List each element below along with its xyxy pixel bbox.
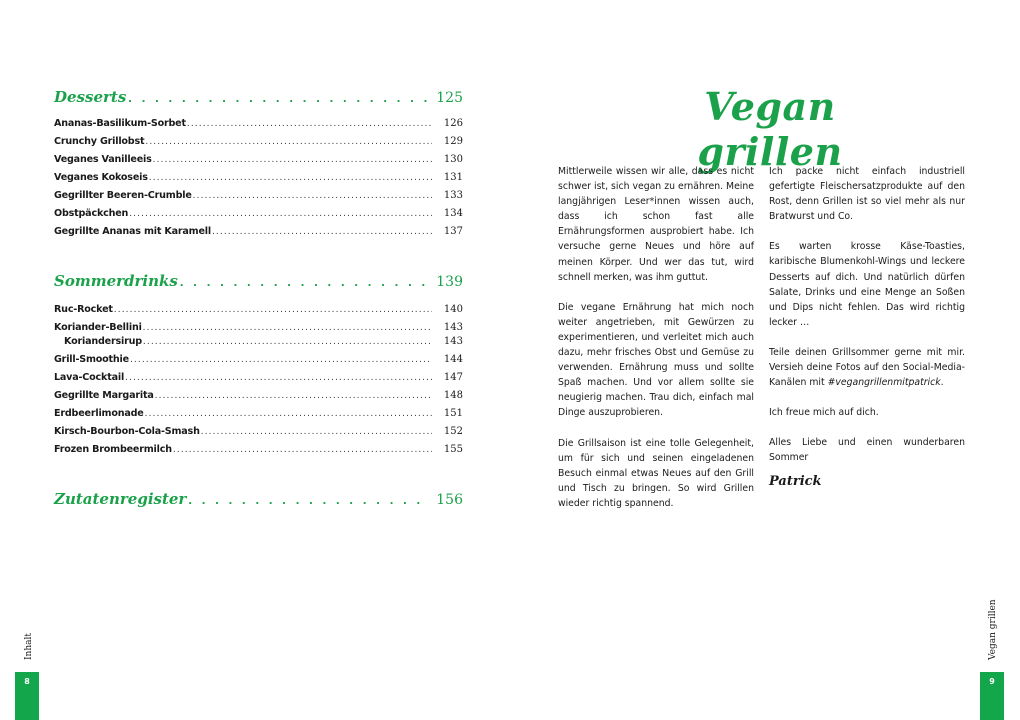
entry-page: 133 <box>443 190 463 201</box>
page-number-tab-right: 9 <box>980 672 1004 720</box>
leader-dots <box>180 274 430 289</box>
leader-dots <box>145 137 432 147</box>
entry-title: Frozen Brombeermilch <box>54 444 172 455</box>
leader-dots <box>188 492 430 507</box>
toc-entry[interactable] <box>54 304 463 318</box>
paragraph-text: Teile deinen Grillsommer gerne mit mir. Versieh deine Fotos auf den Social-Media-Kanälen mit <box>769 346 965 389</box>
toc-entry[interactable] <box>54 390 463 404</box>
leader-dots <box>143 337 432 347</box>
right-page <box>510 0 1020 720</box>
entry-title: Gegrillte Ananas mit Karamell <box>54 226 211 237</box>
leader-dots <box>153 155 432 165</box>
paragraph: Ich packe nicht einfach industriell gefertigte Fleischersatzprodukte auf den Rost, denn Grillen ist so viel mehr als nur Bratwurst und Co. <box>769 166 965 223</box>
toc-entry[interactable] <box>54 172 463 186</box>
toc-subentry[interactable] <box>54 336 463 350</box>
entry-page: 151 <box>443 408 463 419</box>
toc-entry[interactable] <box>54 118 463 132</box>
entry-page: 148 <box>443 390 463 401</box>
entry-title: Gegrillter Beeren-Crumble <box>54 190 192 201</box>
text-column-1 <box>558 164 754 526</box>
toc-entry[interactable] <box>54 426 463 440</box>
toc-section-desserts[interactable] <box>54 88 463 106</box>
leader-dots <box>155 391 432 401</box>
entry-page: 155 <box>443 444 463 455</box>
toc-entry[interactable] <box>54 372 463 386</box>
toc-entry[interactable] <box>54 226 463 240</box>
leader-dots <box>128 90 430 105</box>
entry-title: Gegrillte Margarita <box>54 390 154 401</box>
toc-entry[interactable] <box>54 444 463 458</box>
entry-page: 130 <box>443 154 463 165</box>
entry-title: Grill-Smoothie <box>54 354 129 365</box>
paragraph: Mittlerweile wissen wir alle, dass es nicht schwer ist, sich vegan zu ernähren. Meine langjährigen Leser*innen wissen auch, dass ich schon fast alle Ernährungsformen ausprobiert habe. Ich versuche gerne Neues und höre auf meinen Körper. Und wer das tut, wird schnell merken, was ihm guttut. <box>558 166 754 283</box>
leader-dots <box>149 173 432 183</box>
section-page: 125 <box>436 90 463 106</box>
entry-title: Koriandersirup <box>64 336 142 347</box>
running-head-right: Vegan grillen <box>988 599 998 660</box>
paragraph: Ich freue mich auf dich. <box>769 407 879 419</box>
entry-page: 147 <box>443 372 463 383</box>
toc-entry[interactable] <box>54 154 463 168</box>
toc-entry[interactable] <box>54 208 463 222</box>
entry-page: 126 <box>443 118 463 129</box>
toc-section-sommerdrinks[interactable] <box>54 272 463 290</box>
running-head-left: Inhalt <box>24 632 34 660</box>
toc-entry[interactable] <box>54 408 463 422</box>
toc-entry[interactable] <box>54 190 463 204</box>
toc-section-zutatenregister[interactable] <box>54 490 463 508</box>
entry-page: 134 <box>443 208 463 219</box>
leader-dots <box>187 119 432 129</box>
paragraph <box>769 345 965 390</box>
chapter-title: Vegan grillen <box>697 84 843 174</box>
signature: Patrick <box>769 473 822 489</box>
leader-dots <box>212 227 432 237</box>
entry-title: Ananas-Basilikum-Sorbet <box>54 118 186 129</box>
entry-title: Obstpäckchen <box>54 208 129 219</box>
entry-page: 143 <box>443 336 463 347</box>
paragraph: Die Grillsaison ist eine tolle Gelegenheit, um für sich und seinen eingeladenen Besuch einmal etwas Neues auf den Grill und Tisch zu bringen. So wird Grillen wieder richtig spannend. <box>558 437 754 509</box>
leader-dots <box>129 209 432 219</box>
section-page: 156 <box>436 492 463 508</box>
text-column-2 <box>769 164 965 489</box>
entry-title: Crunchy Grillobst <box>54 136 145 147</box>
entry-page: 131 <box>443 172 463 183</box>
paragraph-text: . <box>940 377 944 389</box>
leader-dots <box>173 445 432 455</box>
entry-title: Veganes Kokoseis <box>54 172 148 183</box>
leader-dots <box>201 427 432 437</box>
entry-page: 137 <box>443 226 463 237</box>
entry-page: 140 <box>443 304 463 315</box>
entry-page: 143 <box>443 322 463 333</box>
entry-page: 152 <box>443 426 463 437</box>
section-title: Zutatenregister <box>54 490 187 508</box>
entry-title: Koriander-Bellini <box>54 322 142 333</box>
entry-page: 144 <box>443 354 463 365</box>
section-title: Desserts <box>54 88 127 106</box>
leader-dots <box>145 409 432 419</box>
page-number-tab-left: 8 <box>15 672 39 720</box>
entry-title: Lava-Cocktail <box>54 372 125 383</box>
toc-entry[interactable] <box>54 354 463 368</box>
paragraph: Alles Liebe und einen wunderbaren Sommer <box>769 437 965 464</box>
entry-title: Veganes Vanilleeis <box>54 154 152 165</box>
entry-title: Kirsch-Bourbon-Cola-Smash <box>54 426 200 437</box>
leader-dots <box>130 355 432 365</box>
paragraph: Es warten krosse Käse-Toasties, karibische Blumenkohl-Wings und leckere Desserts auf dich. Und natürlich dürfen Salate, Drinks und eine Menge an Soßen und Dips nicht fehlen. Das wird richtig lecker … <box>769 241 965 328</box>
entry-title: Erdbeerlimonade <box>54 408 144 419</box>
leader-dots <box>193 191 432 201</box>
leader-dots <box>125 373 432 383</box>
section-title: Sommerdrinks <box>54 272 178 290</box>
entry-title: Ruc-Rocket <box>54 304 113 315</box>
toc-entry[interactable] <box>54 136 463 150</box>
entry-page: 129 <box>443 136 463 147</box>
leader-dots <box>143 323 432 333</box>
leader-dots <box>114 305 432 315</box>
toc-entry[interactable] <box>54 322 463 336</box>
hashtag: #vegangrillenmitpatrick <box>827 377 941 389</box>
paragraph: Die vegane Ernährung hat mich noch weiter angetrieben, mit Gewürzen zu experimentieren, und verleitet mich auch dazu, mehr frisches Obst und Gemüse zu verwenden. Ernährung muss und sollte Spaß machen. Und vor allem sollte sie neugierig machen. Trau dich, einfach mal Dinge auszuprobieren. <box>558 301 754 419</box>
section-page: 139 <box>436 274 463 290</box>
